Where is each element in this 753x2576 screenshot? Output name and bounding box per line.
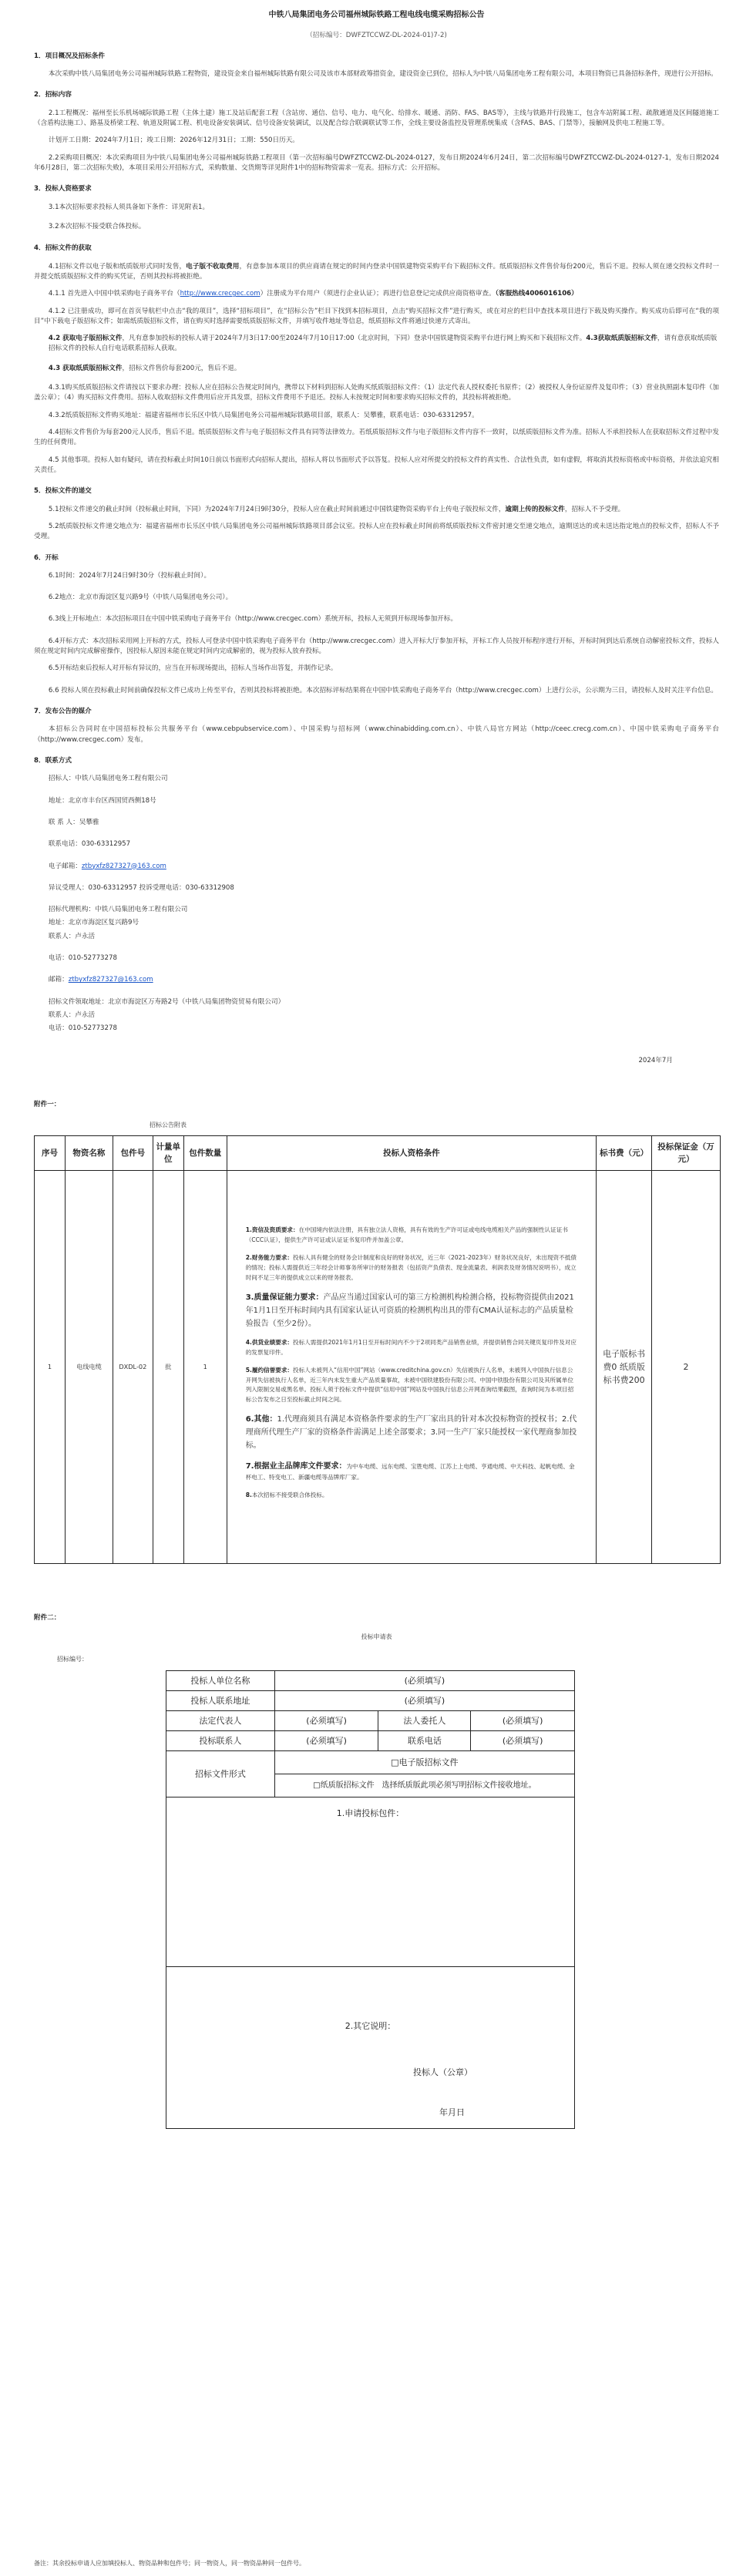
section-heading: 1．项目概况及招标条件 bbox=[34, 52, 105, 60]
form-row bbox=[166, 1671, 575, 1691]
requirement-title: 7.根据业主品牌库文件要求： bbox=[245, 1462, 347, 1471]
phone-field[interactable]: (必须填写) bbox=[471, 1731, 575, 1751]
contact-line: 电话：010-52773278 bbox=[48, 954, 117, 963]
column-header: 标书费（元） bbox=[597, 1135, 652, 1171]
form-label: 联系电话 bbox=[378, 1731, 471, 1751]
form-label: 法人委托人 bbox=[378, 1711, 471, 1731]
label: 邮箱： bbox=[48, 976, 69, 984]
requirement-text: 产品应当通过国家认可的第三方检测机构检测合格，投标物资提供由2021年1月1日至开标时间内具有国家认证认可资质的检测机构出具的带有CMA认证标志的产品质量检验报告（至少2份）。 bbox=[245, 1293, 574, 1328]
contact-field[interactable]: (必须填写) bbox=[274, 1731, 378, 1751]
requirement-title: 6.其他： bbox=[245, 1415, 277, 1424]
form-row bbox=[166, 1967, 575, 2129]
section-heading: 3．投标人资格要求 bbox=[34, 185, 92, 193]
paragraph: 4.5 其他事项。投标人如有疑问，请在投标截止时间10日前以书面形式向招标人提出，招标人将以书面形式予以答复。投标人应对所提交的投标文件的真实性、合法性负责，如有虚假，将取消其投标资格或中标资格，并依法追究相关责任。 bbox=[34, 456, 719, 474]
paragraph bbox=[34, 262, 719, 283]
electronic-option-checkbox[interactable]: □电子版招标文件 bbox=[274, 1751, 574, 1774]
paragraph: 5.2纸质版投标文件递交地点为：福建省福州市长乐区中铁八局集团电务公司福州城际铁路项目部会议室。投标人应在投标截止时间前将纸质版投标文件密封递交至递交地点，逾期送达的或未送达指定地点的投标文件，招标人不予受理。 bbox=[34, 522, 719, 541]
column-header: 投标保证金（万元） bbox=[652, 1135, 721, 1171]
email-link[interactable]: ztbyxfz827327@163.com bbox=[68, 976, 153, 984]
procurement-table bbox=[34, 1135, 721, 1565]
form-label: 投标联系人 bbox=[166, 1731, 275, 1751]
highlight-text: 逾期上传的投标文件 bbox=[505, 505, 565, 513]
text: ，招标文件售价每套200元，售后不退。 bbox=[122, 364, 241, 372]
requirement-text: 本次招标不接受联合体投标。 bbox=[251, 1491, 328, 1499]
column-header: 投标人资格条件 bbox=[227, 1135, 596, 1171]
form-label: 投标人单位名称 bbox=[166, 1671, 275, 1691]
contact-line bbox=[34, 975, 719, 985]
form-row bbox=[166, 1751, 575, 1774]
cell-requirements bbox=[227, 1171, 596, 1564]
paragraph: 4.1.2 已注册成功，即可在首页导航栏中点击“我的项目”，选择“招标项目”，在“招标公告”栏目下找到本招标项目，点击“购买招标文件”进行购买，或在对应的栏目中查找本项目进行下载及购买操作。购买成功后即可在“我的项目”中下载电子版招标文件；如需纸质版招标文件，请在购买时选择需要纸质版招标文件，并填写收件地址等信息，纸质招标文件将通过快递方式寄出。 bbox=[34, 307, 719, 325]
requirement-item bbox=[246, 1460, 577, 1483]
paragraph bbox=[34, 334, 719, 355]
highlight-text: 4.3 获取纸质版招标文件 bbox=[48, 364, 123, 372]
paragraph: 本招标公告同时在中国招标投标公共服务平台（www.cebpubservice.com）、中国采购与招标网（www.chinabidding.com.cn）、中铁八局官方网站（http://ceec.crecg.com.cn）、中国中铁采购电子商务平台（http://www.crecgec.com）发布。 bbox=[34, 725, 719, 744]
section-heading: 6．开标 bbox=[34, 553, 59, 562]
table-row bbox=[35, 1171, 721, 1564]
text: ，招标人不予受理。 bbox=[564, 505, 625, 513]
contact-line: 异议受理人：030-63312957 投诉受理电话：030-63312908 bbox=[48, 883, 234, 892]
paragraph: 2.2采购项目概况：本次采购项目为中铁八局集团电务公司福州城际铁路工程项目（第一次招标编号DWFZTCCWZ-DL-2024-0127，发布日期2024年6月24日，第二次招标编号DWFZTCCWZ-DL-2024-0127-1，发布日期2024年6月28日，第二次招标失败)，本项目采用公开招标方式，采购数量、交货期等详见附件1中的招标物资需求一览表。招标方式：公开招标。 bbox=[34, 153, 719, 172]
date-label: 年月日 bbox=[439, 2107, 465, 2118]
page-title: 中铁八局集团电务公司福州城际铁路工程电线电缆采购招标公告 bbox=[268, 11, 485, 19]
form-row bbox=[166, 1731, 575, 1751]
contact-line: 招标文件领取地址：北京市海淀区万寿路2号（中铁八局集团物资贸易有限公司） bbox=[48, 997, 285, 1006]
paragraph: 计划开工日期：2024年7月1日；竣工日期：2026年12月31日；工期：550日历天。 bbox=[48, 136, 299, 145]
column-header: 包件数量 bbox=[183, 1135, 227, 1171]
requirement-title: 4.供货业绩要求： bbox=[245, 1338, 294, 1346]
paragraph: 6.4开标方式：本次招标采用网上开标的方式，投标人可登录中国中铁采购电子商务平台（http://www.crecgec.com）进入开标大厅参加开标，开标工作人员按开标程序进行开标，开标时间到达后系统自动解密投标文件，投标人须在规定时间内完成解密操作，因投标人原因未能在规定时间内完成解密的，视为投标人放弃投标。 bbox=[34, 637, 719, 656]
paragraph: 6.2地点：北京市海淀区复兴路9号（中铁八局集团电务公司）。 bbox=[48, 594, 233, 602]
cell-pack: DXDL-02 bbox=[113, 1171, 153, 1564]
contact-line: 招标人：中铁八局集团电务工程有限公司 bbox=[48, 775, 168, 783]
contact-line: 联 系 人：吴攀雅 bbox=[48, 818, 99, 826]
requirement-text: 1.代理商须具有满足本资格条件要求的生产厂家出具的针对本次投标物资的授权书；2.代理商所代理生产厂家的资格条件需满足上述全部要求；3.同一生产厂家只能授权一家代理商参加投标。 bbox=[245, 1415, 577, 1451]
requirement-title: 1.资信及资质要求： bbox=[245, 1226, 299, 1234]
agent-field[interactable]: (必须填写) bbox=[471, 1711, 575, 1731]
paragraph: 3.1本次招标要求投标人须具备如下条件：详见附表1。 bbox=[48, 203, 210, 211]
apply-package-field[interactable] bbox=[166, 1797, 575, 1967]
publish-date: 2024年7月 bbox=[638, 1056, 673, 1064]
text: 5.1投标文件递交的截止时间（投标截止时间，下同）为2024年7月24日9时30分，投标人应在截止时间前通过中国铁建物资采购平台上传电子版投标文件， bbox=[48, 505, 506, 513]
application-form bbox=[166, 1670, 575, 2129]
highlight-text: 4.2 获取电子版招标文件 bbox=[48, 335, 123, 343]
contact-line: 招标代理机构：中铁八局集团电务工程有限公司 bbox=[48, 906, 188, 914]
form-row bbox=[166, 1711, 575, 1731]
form-label: 招标文件形式 bbox=[166, 1751, 275, 1797]
form-label: 投标人联系地址 bbox=[166, 1691, 275, 1711]
text: 4.1招标文件以电子版和纸质版形式同时发售， bbox=[48, 262, 187, 271]
cell-unit: 批 bbox=[153, 1171, 183, 1564]
contact-line bbox=[34, 862, 719, 872]
contact-line: 联系人：卢永活 bbox=[48, 932, 96, 940]
paragraph: 6.1时间：2024年7月24日9时30分（投标截止时间）。 bbox=[48, 571, 211, 580]
cell-fee: 电子版标书费0 纸质版标书费200 bbox=[597, 1171, 652, 1564]
contact-line: 联系电话：030-63312957 bbox=[48, 840, 131, 849]
requirement-text: 投标人需提供2021年1月1日至开标时间内不少于2项同类产品销售业绩，并提供销售合同关键页复印件及对应的发票复印件。 bbox=[245, 1338, 577, 1356]
paragraph: 4.3.2纸质版招标文件购买地址：福建省福州市长乐区中铁八局集团电务公司福州城际铁路项目部，联系人：吴攀雅，联系电话：030-63312957。 bbox=[48, 411, 479, 419]
section-heading: 7．发布公告的媒介 bbox=[34, 708, 92, 715]
paragraph bbox=[34, 364, 719, 374]
company-name-field[interactable]: (必须填写) bbox=[274, 1671, 574, 1691]
email-link[interactable]: ztbyxfz827327@163.com bbox=[81, 862, 166, 870]
label: 电子邮箱： bbox=[48, 862, 82, 870]
requirement-title: 5.履约信誉要求： bbox=[245, 1366, 294, 1374]
column-header: 计量单位 bbox=[153, 1135, 183, 1171]
requirement-item bbox=[246, 1253, 577, 1283]
text: ，凡有意参加投标的投标人请于2024年7月3日17:00至2024年7月10日17:00（北京时间，下同）登录中国铁建物资采购平台进行网上购买和下载招标文件。 bbox=[122, 335, 587, 343]
hotline-text: （客服热线4006016106） bbox=[495, 290, 578, 298]
form-label: 法定代表人 bbox=[166, 1711, 275, 1731]
highlight-text: 电子版不收取费用 bbox=[186, 262, 240, 271]
column-header: 序号 bbox=[35, 1135, 66, 1171]
table-header-row bbox=[35, 1135, 721, 1171]
annex-title: 附件二： bbox=[34, 1614, 61, 1623]
requirement-item bbox=[246, 1226, 577, 1246]
highlight-text: 4.3获取纸质版招标文件 bbox=[586, 335, 657, 343]
text: ，请有意获取纸质版招标文件的投标人自行电话联系招标人获取。 bbox=[48, 335, 718, 353]
cell-qty: 1 bbox=[183, 1171, 227, 1564]
text: 4.1.1 首先进入中国中铁采购电子商务平台（ bbox=[48, 290, 180, 298]
text: ，有意参加本项目的供应商请在规定的时间内登录中国铁建物资采购平台下载招标文件。纸质版招标文件售价每份200元，售后不退。投标人须在递交投标文件时一并提交纸质版招标文件的购买凭证，否则其投标将被拒绝。 bbox=[34, 262, 719, 281]
legal-rep-field[interactable]: (必须填写) bbox=[274, 1711, 378, 1731]
paragraph bbox=[34, 505, 719, 515]
platform-link[interactable]: http://www.crecgec.com bbox=[180, 290, 261, 298]
tender-number: （招标编号：DWFZTCCWZ-DL-2024-01)7-2) bbox=[306, 31, 447, 39]
cell-deposit: 2 bbox=[652, 1171, 721, 1564]
paragraph: 4.3.1购买纸质版招标文件请按以下要求办理：投标人应在招标公告规定时间内，携带以下材料到招标人处购买纸质版招标文件：（1）法定代表人授权委托书原件；（2）被授权人身份证原件及复印件；（3）营业执照副本复印件（加盖公章）；（4）购买招标文件费用。招标人收取招标文件费用后应开具发票，招标文件费用不予退还。投标人未按规定时间和要求购买招标文件的，其投标将被拒绝。 bbox=[34, 384, 719, 402]
contact-line: 地址：北京市丰台区西国贸西侧18号 bbox=[48, 796, 156, 805]
paragraph: 6.3线上开标地点：本次招标项目在中国中铁采购电子商务平台（http://www.crecgec.com）系统开标，投标人无须到开标现场参加开标。 bbox=[48, 615, 458, 624]
requirement-item bbox=[246, 1366, 577, 1406]
paragraph: 6.6 投标人须在投标截止时间前确保投标文件已成功上传至平台，否则其投标将被拒绝。本次招标评标结果将在中国中铁采购电子商务平台（http://www.crecgec.com）上进行公示，公示期为三日，请投标人及时关注平台信息。 bbox=[48, 686, 718, 694]
address-field[interactable]: (必须填写) bbox=[274, 1691, 574, 1711]
annex-subtitle: 招标公告附表 bbox=[150, 1122, 187, 1129]
apply-label: 1.申请投标包件： bbox=[336, 1808, 405, 1819]
cell-name: 电线电缆 bbox=[65, 1171, 113, 1564]
section-heading: 8．联系方式 bbox=[34, 756, 72, 765]
paragraph: 6.5开标结束后投标人对开标有异议的，应当在开标现场提出，招标人当场作出答复，并制作记录。 bbox=[48, 664, 338, 673]
requirement-title: 3.质量保证能力要求： bbox=[245, 1293, 324, 1302]
requirement-item bbox=[246, 1491, 577, 1501]
requirement-text: 投标人具有健全的财务会计制度和良好的财务状况，近三年（2021-2023年）财务状况良好，未出现资不抵债的情况；投标人需提供近三年经会计师事务所审计的财务报表（包括资产负债表、现金流量表、利润表及财务情况说明书），成立时间不足三年的提供成立以来的财务报表。 bbox=[245, 1254, 577, 1281]
signature-label: 投标人（公章） bbox=[413, 2067, 472, 2078]
paragraph: 3.2本次招标不接受联合体投标。 bbox=[48, 222, 146, 230]
form-row bbox=[166, 1691, 575, 1711]
section-heading: 4．招标文件的获取 bbox=[34, 244, 92, 253]
paper-option-checkbox[interactable]: □纸质版招标文件 选择纸质版此项必须写明招标文件接收地址。 bbox=[274, 1774, 574, 1797]
requirement-text: 为中车电缆、远东电缆、宝胜电缆、江苏上上电缆、亨通电缆、中天科技、起帆电缆、金杯电工、特变电工、新疆电缆等品牌库厂家。 bbox=[245, 1463, 575, 1481]
requirement-item bbox=[246, 1291, 577, 1330]
requirement-item bbox=[246, 1338, 577, 1358]
requirement-text: 在中国境内依法注册，具有独立法人资格，具有有效的生产许可证或电线电缆相关产品的强制性认证证书（CCC认证），提供生产许可证或认证证书复印件并加盖公章。 bbox=[245, 1226, 568, 1244]
other-label: 2.其它说明： bbox=[345, 2021, 396, 2032]
footer-note: 备注：其余投标申请人应加填投标人、物资品种和包件号；同一物资人，同一物资品种同一包件号。 bbox=[34, 2560, 305, 2567]
annex-title: 附件一： bbox=[34, 1100, 61, 1108]
other-notes-field[interactable] bbox=[166, 1967, 575, 2129]
requirement-item bbox=[246, 1413, 577, 1452]
column-header: 物资名称 bbox=[65, 1135, 113, 1171]
paragraph bbox=[34, 289, 719, 299]
requirement-text: 投标人未被列入“信用中国”网站（www.creditchina.gov.cn）失信被执行人名单，未被列入中国执行信息公开网失信被执行人名单，近三年内未发生重大产品质量事故，未被中国铁建股份有限公司、中国中铁股份有限公司及其所属单位列入限制交易或黑名单。投标人须于投标文件中提供“信用中国”网站及中国执行信息公开网查询结果截图，查询时间为本项目招标公告发布之日至投标截止时间之间。 bbox=[245, 1366, 574, 1404]
contact-line: 地址：北京市海淀区复兴路9号 bbox=[48, 919, 140, 927]
paragraph: 本次采购中铁八局集团电务公司福州城际铁路工程物资，建设资金来自福州城际铁路有限公司及该市本部财政筹措资金，建设资金已到位，招标人为中铁八局集团电务工程有限公司，本项目物资已具备招标条件，现进行公开招标。 bbox=[48, 70, 718, 79]
contact-line: 联系人：卢永活 bbox=[48, 1011, 96, 1019]
cell-no: 1 bbox=[35, 1171, 66, 1564]
column-header: 包件号 bbox=[113, 1135, 153, 1171]
section-heading: 5．投标文件的递交 bbox=[34, 487, 92, 496]
form-title: 投标申请表 bbox=[361, 1633, 392, 1641]
requirement-title: 8. bbox=[245, 1491, 252, 1499]
contact-line: 电话：010-52773278 bbox=[48, 1024, 117, 1033]
section-heading: 2．招标内容 bbox=[34, 91, 72, 99]
tender-number-label: 招标编号： bbox=[57, 1655, 88, 1663]
paragraph: 2.1工程概况：福州至长乐机场城际铁路工程（主体土建）施工及站后配套工程（含站房、通信、信号、电力、电气化、给排水、暖通、消防、FAS、BAS等），主线与铁路并行段施工，包含车站附属工程、疏散通道及区间隧道施工（含盾构法施工）、路基及桥梁工程、轨道及附属工程、机电设备安装调试、信号设备安装调试，以及配合综合联调联试等工作，全线主要设备监控及管理系统集成（含FAS、BAS、门禁等），接触网及供电工程施工等。 bbox=[34, 109, 719, 128]
form-row bbox=[166, 1797, 575, 1967]
paragraph: 4.4招标文件售价为每套200元人民币，售后不退。纸质版招标文件与电子版招标文件具有同等法律效力。若纸质版招标文件与电子版招标文件内容不一致时，以纸质版招标文件为准。招标人不承担投标人在获取招标文件过程中发生的任何费用。 bbox=[34, 429, 719, 447]
requirement-title: 2.财务能力要求： bbox=[245, 1254, 294, 1262]
text: ）注册成为平台用户（须进行企业认证）；再进行信息登记完成供应商资格审查。 bbox=[260, 290, 496, 298]
